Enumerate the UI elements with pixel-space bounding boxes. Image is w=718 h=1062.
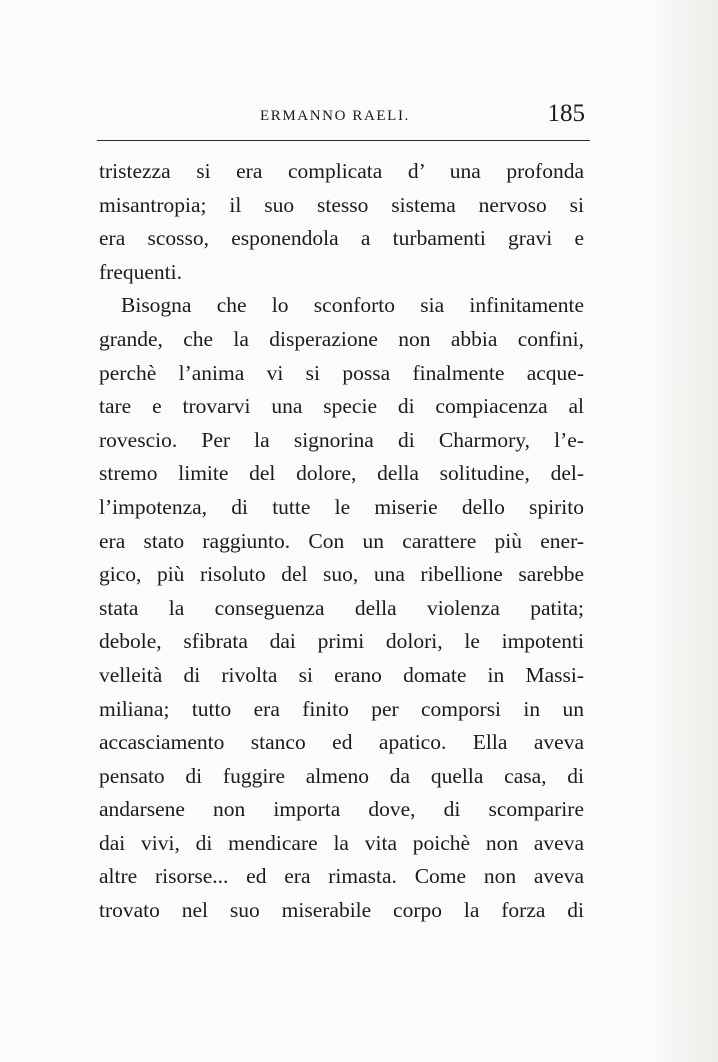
text-line: accasciamento stanco ed apatico. Ella aveva [99, 730, 584, 755]
text-line: l’impotenza, di tutte le miserie dello spirito [99, 494, 584, 519]
body-text [99, 155, 584, 928]
text-line: tristezza si era complicata d’ una profonda [99, 159, 584, 183]
running-head [100, 100, 585, 130]
text-line: gico, più risoluto del suo, una ribellione sarebbe [99, 562, 584, 587]
page-number: 185 [547, 100, 585, 127]
running-title: ERMANNO RAELI. [260, 108, 410, 124]
text-line: velleità di rivolta si erano domate in Massi- [99, 662, 584, 687]
text-line: perchè l’anima vi si possa finalmente acque- [99, 360, 584, 385]
text-line: pensato di fuggire almeno da quella casa, di [99, 763, 584, 788]
text-line: era stato raggiunto. Con un carattere più ener- [99, 528, 584, 553]
paragraph-2 [99, 289, 584, 927]
text-line: Bisogna che lo sconforto sia infinitamente [121, 293, 584, 318]
text-line: stremo limite del dolore, della solitudine, del- [99, 461, 584, 486]
paragraph-1 [99, 155, 584, 289]
text-line: debole, sfibrata dai primi dolori, le impotenti [99, 629, 584, 654]
text-line: grande, che la disperazione non abbia confini, [99, 326, 584, 351]
text-line: dai vivi, di mendicare la vita poichè non aveva [99, 830, 584, 855]
page-edge-shading [648, 0, 718, 1062]
header-rule [97, 140, 590, 141]
text-line: misantropia; il suo stesso sistema nervoso si [99, 192, 584, 217]
text-line: andarsene non importa dove, di scomparire [99, 797, 584, 822]
text-line: tare e trovarvi una specie di compiacenza al [99, 394, 584, 419]
text-line: altre risorse... ed era rimasta. Come non aveva [99, 864, 584, 889]
text-line: rovescio. Per la signorina di Charmory, l’e- [99, 427, 584, 452]
text-line: era scosso, esponendola a turbamenti gravi e [99, 226, 584, 251]
text-line: stata la conseguenza della violenza patita; [99, 595, 584, 620]
text-line: trovato nel suo miserabile corpo la forza di [99, 898, 584, 923]
text-line: frequenti. [99, 259, 182, 284]
text-line: miliana; tutto era finito per comporsi in un [99, 696, 584, 721]
